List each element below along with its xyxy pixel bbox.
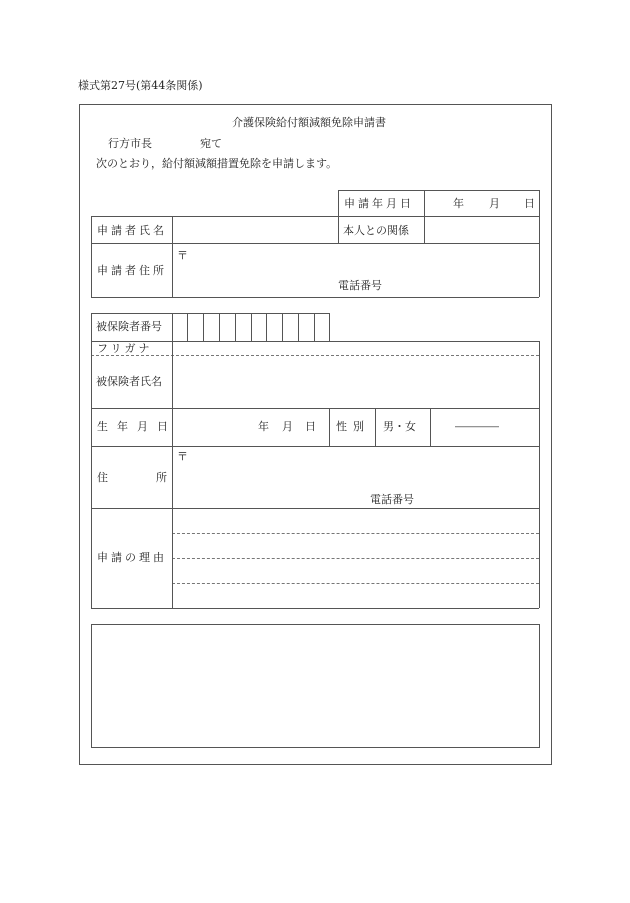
insured-number-label: 被保険者番号 — [96, 320, 162, 333]
postal-mark: 〒 — [177, 249, 188, 262]
insured-postal-mark: 〒 — [177, 450, 188, 463]
insured-name-label: 被保険者氏名 — [96, 375, 162, 388]
form-title: 介護保険給付額減額免除申請書 — [232, 116, 386, 129]
insured-number-field[interactable] — [173, 314, 329, 340]
reason-field[interactable] — [173, 509, 538, 607]
birth-day: 日 — [305, 420, 316, 433]
insured-name-field[interactable] — [173, 356, 538, 407]
office-use-box — [91, 624, 540, 748]
furigana-label: フリガナ — [97, 342, 153, 355]
application-date-field[interactable] — [425, 191, 538, 215]
application-year: 年 — [453, 197, 464, 210]
application-date-label: 申請年月日 — [344, 197, 414, 210]
birth-month: 月 — [282, 420, 293, 433]
applicant-name-label: 申請者氏名 — [97, 224, 167, 237]
gender-options[interactable]: 男・女 — [383, 420, 416, 433]
intro-text: 次のとおり，給付額減額措置免除を申請します。 — [96, 157, 338, 170]
insured-address-field[interactable] — [173, 447, 538, 507]
birth-year: 年 — [258, 420, 269, 433]
addressee: 行方市長 — [108, 137, 152, 150]
form-number: 様式第27号(第44条関係) — [78, 79, 203, 92]
applicant-phone-label: 電話番号 — [338, 279, 382, 292]
applicant-address-label: 申請者住所 — [97, 264, 167, 277]
application-month: 月 — [489, 197, 500, 210]
applicant-address-field[interactable] — [173, 244, 538, 296]
insured-address-label-1: 住 — [97, 471, 108, 484]
addressee-suffix: 宛て — [200, 137, 222, 150]
reason-label: 申請の理由 — [97, 551, 167, 564]
relation-label: 本人との関係 — [343, 224, 409, 237]
gender-label: 性別 — [336, 420, 370, 433]
insured-phone-label: 電話番号 — [370, 493, 414, 506]
insured-address-label-2: 所 — [156, 471, 167, 484]
relation-field[interactable] — [425, 217, 538, 242]
furigana-field[interactable] — [173, 342, 538, 354]
application-day: 日 — [524, 197, 535, 210]
birth-date-field[interactable] — [173, 409, 328, 445]
birth-date-label: 生年月日 — [97, 420, 177, 433]
applicant-name-field[interactable] — [173, 217, 337, 242]
gender-dash: ―――― — [455, 420, 499, 433]
